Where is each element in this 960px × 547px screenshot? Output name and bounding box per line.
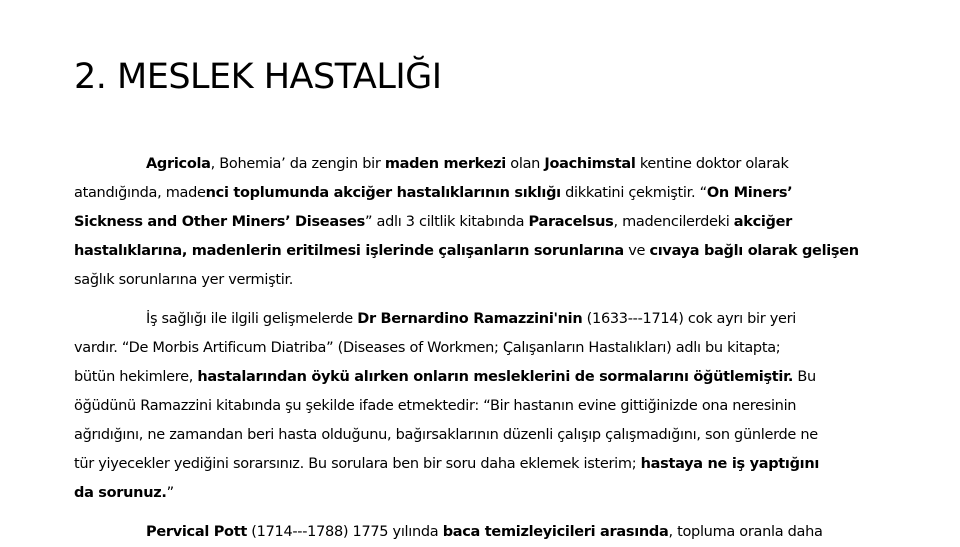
slide-title: 2. MESLEK HASTALIĞI bbox=[74, 57, 442, 97]
bold-text-segment: hastalıklarına, madenlerin eritilmesi işlerinde çalışanların sorunlarına bbox=[74, 243, 624, 259]
text-segment: tür yiyecekler yediğini sorarsınız. Bu sorulara ben bir soru daha eklemek isterim; bbox=[74, 456, 641, 472]
paragraph-ramazzini-line-7 bbox=[74, 479, 904, 508]
paragraph-agricola-line-2 bbox=[74, 179, 904, 208]
bold-text-segment: hastaya ne iş yaptığını bbox=[640, 456, 820, 472]
text-segment: sağlık sorunlarına yer vermiştir. bbox=[74, 272, 294, 288]
bold-text-segment: Sickness and Other Miners’ Diseases bbox=[74, 214, 366, 230]
paragraph-agricola-line-3 bbox=[74, 208, 904, 237]
paragraph-agricola-line-4 bbox=[74, 237, 904, 266]
bold-text-segment: Joachimstal bbox=[544, 156, 636, 172]
slide-body bbox=[74, 150, 904, 547]
text-segment: Bu bbox=[793, 369, 816, 385]
text-segment: , Bohemia’ da zengin bir bbox=[210, 156, 385, 172]
text-segment: olan bbox=[505, 156, 545, 172]
paragraph-ramazzini-line-4 bbox=[74, 392, 904, 421]
text-segment: (1714---1788) 1775 yılında bbox=[247, 524, 443, 540]
paragraph-agricola-line-1 bbox=[74, 150, 904, 179]
paragraph-agricola-line-5 bbox=[74, 266, 904, 295]
text-segment: kentine doktor olarak bbox=[635, 156, 789, 172]
paragraph-ramazzini-line-3 bbox=[74, 363, 904, 392]
bold-text-segment: cıvaya bağlı olarak gelişen bbox=[649, 243, 859, 259]
bold-text-segment: Agricola bbox=[146, 156, 211, 172]
bold-text-segment: Dr Bernardino Ramazzini'nin bbox=[357, 311, 583, 327]
paragraph-pott-line-1 bbox=[74, 518, 904, 547]
text-segment: ve bbox=[623, 243, 650, 259]
text-segment: , madencilerdeki bbox=[613, 214, 734, 230]
text-segment: dikkatini çekmiştir. “ bbox=[560, 185, 707, 201]
text-segment: ağrıdığını, ne zamandan beri hasta olduğunu, bağırsaklarının düzenli çalışıp çalışmadığını, son günlerde ne bbox=[74, 427, 818, 443]
text-segment: İş sağlığı ile ilgili gelişmelerde bbox=[146, 311, 358, 327]
text-segment: atandığında, made bbox=[74, 185, 206, 201]
text-segment: ” bbox=[166, 485, 174, 501]
bold-text-segment: maden merkezi bbox=[384, 156, 506, 172]
paragraph-ramazzini-line-1 bbox=[74, 305, 904, 334]
paragraph-ramazzini-line-6 bbox=[74, 450, 904, 479]
bold-text-segment: baca temizleyicileri arasında bbox=[442, 524, 669, 540]
bold-text-segment: Pervical Pott bbox=[146, 524, 247, 540]
bold-text-segment: hastalarından öykü alırken onların mesleklerini de sormalarını öğütlemiştir. bbox=[197, 369, 794, 385]
bold-text-segment: Paracelsus bbox=[528, 214, 614, 230]
bold-text-segment: akciğer bbox=[733, 214, 793, 230]
bold-text-segment: On Miners’ bbox=[706, 185, 793, 201]
text-segment: bütün hekimlere, bbox=[74, 369, 198, 385]
text-segment: öğüdünü Ramazzini kitabında şu şekilde ifade etmektedir: “Bir hastanın evine gittiğinizde ona neresinin bbox=[74, 398, 797, 414]
bold-text-segment: nci toplumunda akciğer hastalıklarının sıklığı bbox=[205, 185, 561, 201]
text-segment: vardır. “De Morbis Artificum Diatriba” (Diseases of Workmen; Çalışanların Hastalıkları) adlı bu kitapta; bbox=[74, 340, 781, 356]
paragraph-ramazzini-line-5 bbox=[74, 421, 904, 450]
text-segment: , topluma oranla daha bbox=[668, 524, 823, 540]
paragraph-ramazzini-line-2 bbox=[74, 334, 904, 363]
bold-text-segment: da sorunuz. bbox=[74, 485, 167, 501]
text-segment: ” adlı 3 ciltlik kitabında bbox=[365, 214, 529, 230]
text-segment: (1633---1714) cok ayrı bir yeri bbox=[582, 311, 797, 327]
